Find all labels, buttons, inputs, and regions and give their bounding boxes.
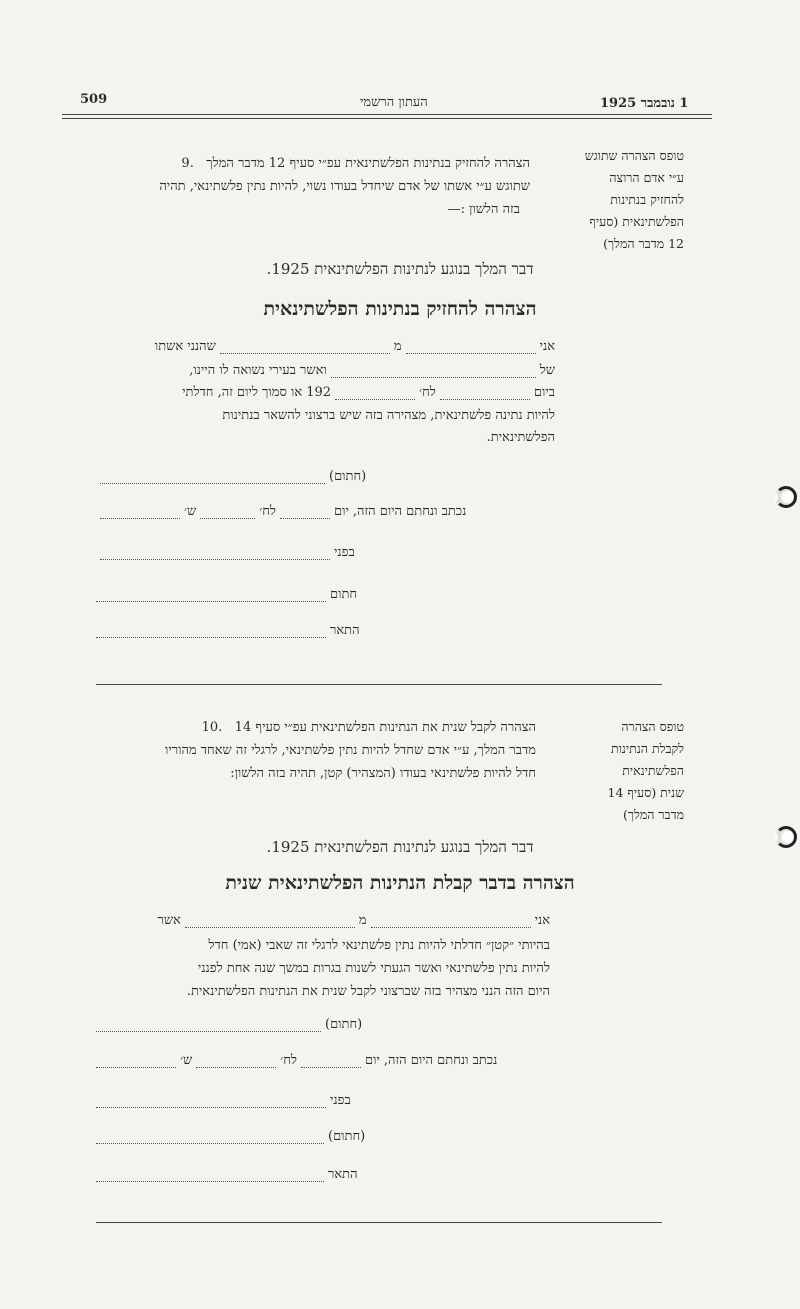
- margin-line: שנית (סעיף 14: [607, 785, 684, 800]
- husband-field[interactable]: [331, 365, 536, 378]
- label: התאר: [330, 623, 360, 638]
- label: בפני: [334, 545, 355, 560]
- label: (חתום): [328, 1129, 366, 1144]
- label: ש׳: [180, 1053, 193, 1068]
- section9-margin-note: [566, 145, 684, 255]
- label: ואשר בעירי נשואה לו היינו,: [189, 363, 327, 378]
- text-line: חדל להיות פלשתינאי בעודו (המצהיר) קטן, תהיה בזה הלשון:: [230, 766, 536, 781]
- signature-label: (חתום): [329, 469, 367, 484]
- binding-hole-icon: [775, 486, 797, 508]
- origin-field[interactable]: [185, 915, 355, 928]
- margin-line: הפלשתינאית (סעיף: [589, 214, 684, 229]
- text-line: להיות נתינה פלשתינאית, מצהירה בזה שיש ברצוני להשאר בנתינות: [222, 408, 555, 423]
- s10-signature-line: [96, 1016, 362, 1032]
- text-line: היום הזה הנני מצהיר בזה שברצוני לקבל שנית את הנתינות הפלשתינאית.: [186, 984, 550, 999]
- margin-line: 12 מדבר המלך): [603, 236, 684, 251]
- s9-before-line: [100, 544, 355, 560]
- section10-decree: דבר המלך בנוגע לנתינות הפלשתינאית 1925.: [266, 838, 534, 856]
- label: נכתב ונחתם היום הזה,: [383, 1053, 498, 1068]
- text-line: הפלשתינאית.: [486, 430, 555, 445]
- margin-line: טופס הצהרה שתוגש: [584, 148, 684, 163]
- origin-field[interactable]: [220, 341, 390, 354]
- label: חתום: [330, 587, 358, 602]
- journal-title: העתון הרשמי: [360, 95, 428, 110]
- label: של: [539, 363, 555, 378]
- s9-form-text: [95, 405, 555, 449]
- section10-text: [96, 716, 536, 785]
- label: אשר: [157, 913, 181, 928]
- label: בפני: [330, 1093, 351, 1108]
- s10-before-line: [96, 1092, 351, 1108]
- label: אני: [534, 913, 550, 928]
- label: שהנני אשתו: [154, 339, 216, 354]
- name-field[interactable]: [371, 915, 531, 928]
- text-line: בזה הלשון :—: [447, 202, 520, 217]
- label: לח׳: [419, 385, 436, 400]
- label: ש׳: [184, 504, 197, 519]
- section10-margin-note: [566, 716, 684, 826]
- s9-title-line: [96, 622, 360, 638]
- text-line: בהיותי ״קטן״ חדלתי להיות נתין פלשתינאי לרגלי זה שאבי (אמי) חדל: [208, 938, 550, 953]
- section9-title: הצהרה להחזיק בנתינות הפלשתינאית: [263, 298, 537, 320]
- label: יום: [365, 1053, 380, 1068]
- section-number: .10: [201, 720, 223, 735]
- section-number: .9: [181, 156, 194, 171]
- label: לח׳: [280, 1053, 297, 1068]
- label: התאר: [328, 1167, 358, 1182]
- signature-label: (חתום): [325, 1017, 363, 1032]
- year-field[interactable]: [100, 506, 180, 519]
- s10-form-line1: [100, 912, 550, 928]
- header-rule-2: [62, 118, 712, 119]
- day-field[interactable]: [440, 387, 530, 400]
- month-field[interactable]: [200, 506, 255, 519]
- section10-title: הצהרה בדבר קבלת הנתינות הפלשתינאית שנית: [225, 872, 575, 894]
- s9-form-line2: [100, 362, 555, 378]
- label: לח׳: [259, 504, 276, 519]
- margin-line: להחזיק בנתינות: [610, 192, 684, 207]
- margin-line: מדבר המלך): [622, 807, 684, 822]
- s10-title-line: [96, 1166, 358, 1182]
- margin-line: לקבלת הנתינות: [610, 741, 684, 756]
- s9-signed-line: [96, 586, 357, 602]
- label: נכתב ונחתם היום הזה,: [352, 504, 467, 519]
- s9-form-line3: [100, 384, 555, 400]
- witness-field[interactable]: [96, 1095, 326, 1108]
- s9-written-line: [100, 503, 466, 519]
- label: ביום: [533, 385, 555, 400]
- text-line: הצהרה להחזיק בנתינות הפלשתינאית עפ״י סעיף 12 מדבר המלך: [206, 156, 530, 171]
- witness-signature-field[interactable]: [96, 1131, 324, 1144]
- witness-signature-field[interactable]: [96, 589, 326, 602]
- header-rule: [62, 114, 712, 115]
- witness-title-field[interactable]: [96, 1169, 324, 1182]
- witness-field[interactable]: [100, 547, 330, 560]
- s10-form-text: [90, 934, 550, 1003]
- day-field[interactable]: [301, 1055, 361, 1068]
- text-line: הצהרה לקבל שנית את הנתינות הפלשתינאית עפ״י סעיף 14: [234, 720, 536, 735]
- day-field[interactable]: [280, 506, 330, 519]
- section9-text: [100, 152, 530, 221]
- page-number: 509: [80, 92, 108, 107]
- year-field[interactable]: [96, 1055, 176, 1068]
- s9-form-line1: [100, 338, 555, 354]
- margin-line: הפלשתינאית: [622, 763, 684, 778]
- label: יום: [334, 504, 349, 519]
- margin-line: טופס הצהרה: [621, 719, 684, 734]
- section-divider: [96, 684, 662, 685]
- label: מ: [393, 339, 402, 354]
- signature-field[interactable]: [96, 1019, 321, 1032]
- section9-decree: דבר המלך בנוגע לנתינות הפלשתינאית 1925.: [266, 260, 534, 278]
- s10-written-line: [96, 1052, 497, 1068]
- signature-field[interactable]: [100, 471, 325, 484]
- label: מ: [358, 913, 367, 928]
- text-line: מדבר המלך, ע״י אדם שחדל להיות נתין פלשתינאי, לרגלי זה שאחד מהוריו: [165, 743, 536, 758]
- month-field[interactable]: [335, 387, 415, 400]
- month-field[interactable]: [196, 1055, 276, 1068]
- text-line: להיות נתין פלשתינאי ואשר הגעתי לשנות בגרות במשך שנה אחת לפנני: [197, 961, 550, 976]
- margin-line: ע״י אדם הרוצה: [609, 170, 684, 185]
- label: 192 או סמוך ליום זה, חדלתי: [182, 385, 332, 400]
- s10-signed-line: [96, 1128, 365, 1144]
- label: אני: [539, 339, 555, 354]
- section-divider: [96, 1222, 662, 1223]
- binding-hole-icon: [775, 826, 797, 848]
- witness-title-field[interactable]: [96, 625, 326, 638]
- name-field[interactable]: [406, 341, 536, 354]
- s9-signature-line: [100, 468, 366, 484]
- issue-date: 1 נובמבר 1925: [600, 96, 689, 111]
- text-line: שתוגש ע״י אשתו של אדם שיחדל בעודו נשוי, להיות נתין פלשתינאי, תהיה: [159, 179, 530, 194]
